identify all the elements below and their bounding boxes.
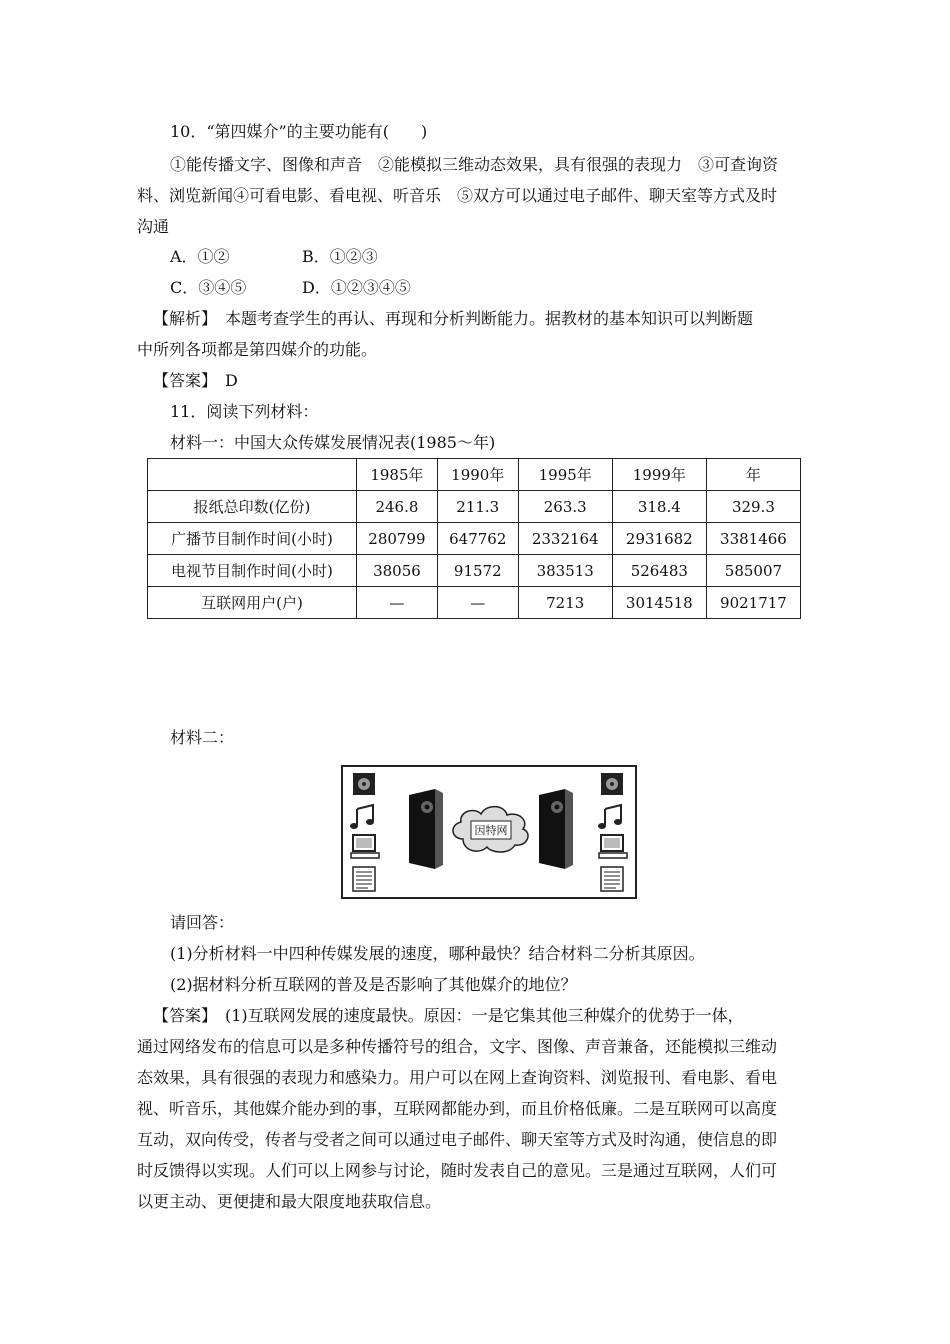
table-row — [148, 491, 801, 523]
table-cell: 280799 — [357, 523, 438, 555]
question-10-stem: 10．“第四媒介”的主要功能有( ) — [170, 122, 428, 141]
table-cell: 3381466 — [706, 523, 800, 555]
table-header-cell: 年 — [706, 459, 800, 491]
media-development-table — [147, 458, 801, 619]
right-speaker-icon — [539, 789, 573, 869]
table-cell: — — [437, 587, 518, 619]
table-header-cell: 1990年 — [437, 459, 518, 491]
table-header-cell: 1995年 — [518, 459, 612, 491]
table-row — [148, 523, 801, 555]
table-cell: 7213 — [518, 587, 612, 619]
question-10-analysis-line-2: 中所列各项都是第四媒介的功能。 — [137, 340, 378, 359]
internet-cloud-icon — [453, 807, 528, 852]
table-cell: — — [357, 587, 438, 619]
table-cell: 211.3 — [437, 491, 518, 523]
option-b: B．①②③ — [302, 247, 378, 266]
left-computer-icon — [351, 835, 379, 858]
right-newspaper-icon — [601, 867, 623, 891]
material-1-title: 材料一：中国大众传媒发展情况表(1985～年) — [170, 433, 496, 452]
table-header-row — [148, 459, 801, 491]
question-10-items-line-3: 沟通 — [137, 217, 170, 236]
answer-line: 以更主动、更便捷和最大限度地获取信息。 — [137, 1192, 442, 1211]
table-cell: 526483 — [612, 555, 706, 587]
question-10-items-line-2: 料、浏览新闻④可看电影、看电视、听音乐 ⑤双方可以通过电子邮件、聊天室等方式及时 — [137, 186, 778, 205]
answer-line: 【答案】 (1)互联网发展的速度最快。原因：一是它集其他三种媒介的优势于一体， — [153, 1006, 744, 1025]
internet-illustration — [341, 765, 637, 899]
table-cell: 383513 — [518, 555, 612, 587]
table-cell: 3014518 — [612, 587, 706, 619]
answer-prompt: 请回答： — [170, 913, 235, 932]
table-cell: 246.8 — [357, 491, 438, 523]
question-11-stem: 11．阅读下列材料： — [170, 402, 319, 421]
table-cell: 585007 — [706, 555, 800, 587]
right-music-note-icon — [598, 805, 622, 829]
question-11-part-2: (2)据材料分析互联网的普及是否影响了其他媒介的地位？ — [170, 975, 577, 994]
left-disc-icon — [353, 773, 375, 795]
internet-illustration-svg — [343, 767, 635, 897]
left-speaker-icon — [409, 789, 443, 869]
table-header-cell — [148, 459, 357, 491]
answer-line: 态效果，具有很强的表现力和感染力。用户可以在网上查询资料、浏览报刊、看电影、看电 — [137, 1068, 778, 1087]
table-row — [148, 587, 801, 619]
question-10-items-line-1: ①能传播文字、图像和声音 ②能模拟三维动态效果，具有很强的表现力 ③可查询资 — [170, 155, 779, 174]
cloud-label: 因特网 — [474, 824, 508, 837]
table-cell: 647762 — [437, 523, 518, 555]
table-row — [148, 555, 801, 587]
table-cell: 电视节目制作时间(小时) — [148, 555, 357, 587]
table-header-cell: 1985年 — [357, 459, 438, 491]
table-cell: 318.4 — [612, 491, 706, 523]
answer-line: 时反馈得以实现。人们可以上网参与讨论，随时发表自己的意见。三是通过互联网，人们可 — [137, 1161, 778, 1180]
answer-line: 互动，双向传受，传者与受者之间可以通过电子邮件、聊天室等方式及时沟通，使信息的即 — [137, 1130, 778, 1149]
table-cell: 329.3 — [706, 491, 800, 523]
table-cell: 38056 — [357, 555, 438, 587]
left-music-note-icon — [350, 805, 374, 829]
question-10-answer: 【答案】 D — [153, 371, 238, 390]
question-10-analysis-line-1: 【解析】 本题考查学生的再认、再现和分析判断能力。据教材的基本知识可以判断题 — [153, 309, 754, 328]
material-2-title: 材料二： — [170, 728, 235, 747]
table-cell: 263.3 — [518, 491, 612, 523]
table-cell: 2931682 — [612, 523, 706, 555]
option-d: D．①②③④⑤ — [302, 278, 411, 297]
table-cell: 2332164 — [518, 523, 612, 555]
right-disc-icon — [601, 773, 623, 795]
table-cell: 互联网用户(户) — [148, 587, 357, 619]
question-11-part-1: (1)分析材料一中四种传媒发展的速度，哪种最快？结合材料二分析其原因。 — [170, 944, 705, 963]
table-cell: 91572 — [437, 555, 518, 587]
answer-line: 视、听音乐，其他媒介能办到的事，互联网都能办到，而且价格低廉。二是互联网可以高度 — [137, 1099, 778, 1118]
left-newspaper-icon — [353, 867, 375, 891]
option-c: C．③④⑤ — [170, 278, 247, 297]
table-header-cell: 1999年 — [612, 459, 706, 491]
table-cell: 广播节目制作时间(小时) — [148, 523, 357, 555]
right-computer-icon — [599, 835, 627, 858]
table-cell: 9021717 — [706, 587, 800, 619]
option-a: A．①② — [170, 247, 230, 266]
answer-line: 通过网络发布的信息可以是多种传播符号的组合，文字、图像、声音兼备，还能模拟三维动 — [137, 1037, 778, 1056]
table-cell: 报纸总印数(亿份) — [148, 491, 357, 523]
